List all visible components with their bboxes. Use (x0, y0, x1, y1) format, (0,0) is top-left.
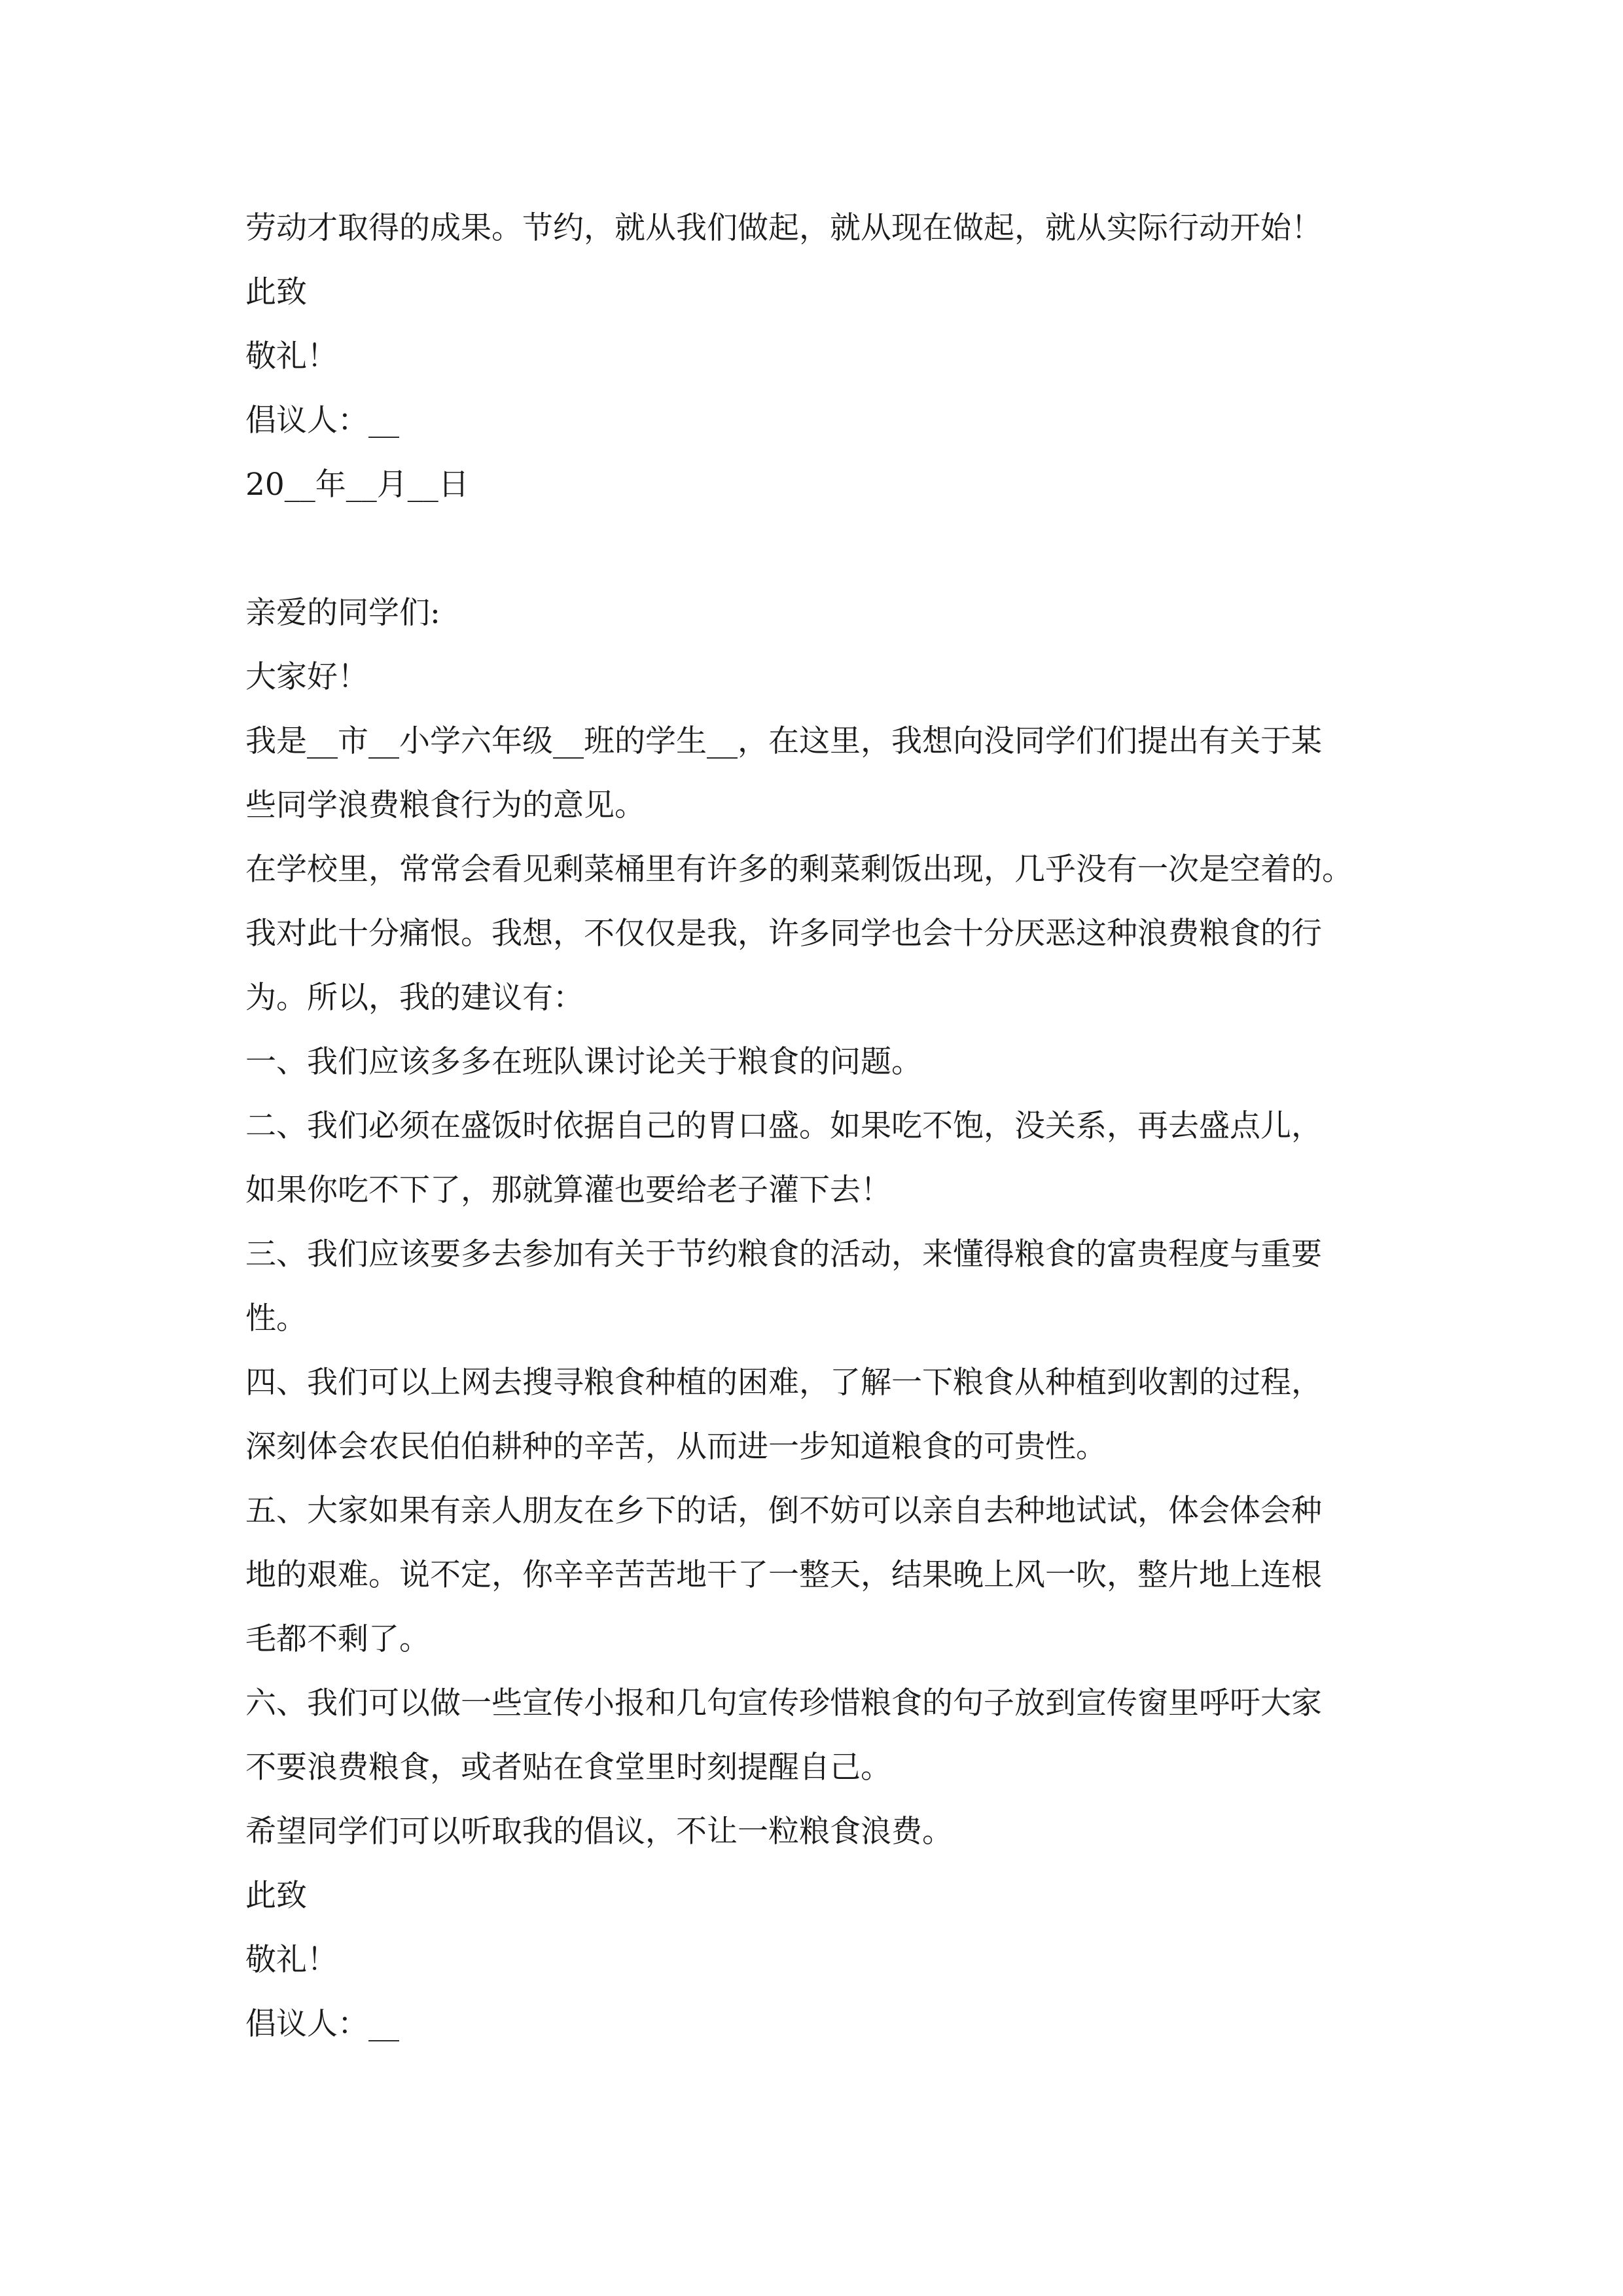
suggestion-item-4: 深刻体会农民伯伯耕种的辛苦，从而进一步知道粮食的可贵性。 (245, 1429, 1107, 1465)
greeting-line: 亲爱的同学们: (245, 595, 440, 631)
signer-line: 倡议人：__ (245, 2006, 399, 2042)
suggestion-item-6: 不要浪费粮食，或者贴在食堂里时刻提醒自己。 (245, 1749, 891, 1785)
closing-regards: 敬礼！ (245, 338, 338, 374)
suggestion-item-5: 五、大家如果有亲人朋友在乡下的话，倒不妨可以亲自去种地试试，体会体会种 (245, 1493, 1322, 1529)
paragraph-line: 为。所以，我的建议有： (245, 980, 584, 1016)
paragraph-line: 我对此十分痛恨。我想，不仅仅是我，许多同学也会十分厌恶这种浪费粮食的行 (245, 916, 1322, 952)
hope-line: 希望同学们可以听取我的倡议，不让一粒粮食浪费。 (245, 1814, 953, 1850)
suggestion-item-2: 如果你吃不下了，那就算灌也要给老子灌下去！ (245, 1172, 891, 1208)
closing-regards: 敬礼！ (245, 1942, 338, 1978)
intro-line: 些同学浪费粮食行为的意见。 (245, 787, 645, 823)
paragraph-continuation: 劳动才取得的成果。节约，就从我们做起，就从现在做起，就从实际行动开始！ (245, 210, 1322, 246)
suggestion-item-6: 六、我们可以做一些宣传小报和几句宣传珍惜粮食的句子放到宣传窗里呼吁大家 (245, 1685, 1322, 1721)
document-body (245, 196, 1397, 2056)
closing-salutation: 此致 (245, 274, 307, 310)
intro-line: 我是__市__小学六年级__班的学生__，在这里，我想向没同学们们提出有关于某 (245, 723, 1322, 759)
hello-line: 大家好！ (245, 659, 368, 695)
date-line: 20__年__月__日 (245, 467, 469, 503)
suggestion-item-3: 性。 (245, 1300, 307, 1336)
suggestion-item-5: 地的艰难。说不定，你辛辛苦苦地干了一整天，结果晚上风一吹，整片地上连根 (245, 1557, 1322, 1593)
suggestion-item-4: 四、我们可以上网去搜寻粮食种植的困难，了解一下粮食从种植到收割的过程， (245, 1365, 1322, 1401)
suggestion-item-3: 三、我们应该要多去参加有关于节约粮食的活动，来懂得粮食的富贵程度与重要 (245, 1236, 1322, 1272)
paragraph-line: 在学校里，常常会看见剩菜桶里有许多的剩菜剩饭出现，几乎没有一次是空着的。 (245, 852, 1353, 888)
closing-salutation: 此致 (245, 1878, 307, 1914)
suggestion-item-1: 一、我们应该多多在班队课讨论关于粮食的问题。 (245, 1044, 922, 1080)
section-gap (245, 517, 1397, 581)
suggestion-item-2: 二、我们必须在盛饭时依据自己的胃口盛。如果吃不饱，没关系，再去盛点儿， (245, 1108, 1322, 1144)
signer-line: 倡议人：__ (245, 403, 399, 439)
suggestion-item-5: 毛都不剩了。 (245, 1621, 430, 1657)
